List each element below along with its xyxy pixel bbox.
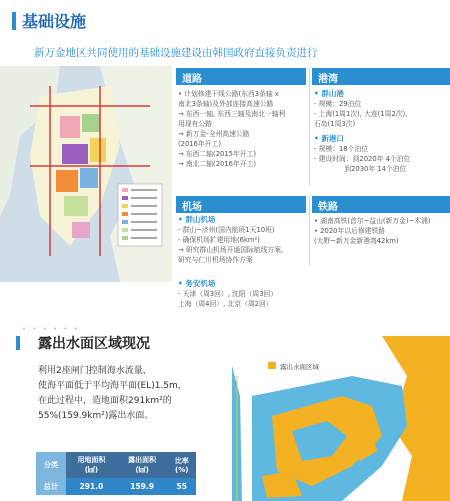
page-title: 基础设施	[22, 12, 87, 31]
roads-text: • 计划修建干线公路(东西3条轴 x 南北3条轴)及外部连接高速公路 → 东西一轴, 东西三轴及南北一轴利 用现有公路 → 新万金-全州高速公路 (2016年开工) → 东西二轴(2015年开工) → 南北二轴(2016年开工)	[178, 90, 286, 168]
divider	[309, 68, 310, 186]
airport-header: 机场	[176, 196, 306, 213]
page-subtitle: 新万金地区共同使用的基础设施建设由韩国政府直接负责进行	[34, 47, 318, 59]
table-cell: 55	[167, 478, 196, 495]
gunsan-airport-label: • 群山机场	[178, 215, 216, 224]
table-header-row	[36, 452, 196, 478]
legend-swatch	[268, 362, 276, 369]
table-cell: 291.0	[66, 478, 117, 495]
title-accent-bar	[12, 12, 16, 30]
infrastructure-map-graphic	[0, 66, 172, 282]
new-port-label: • 新港口	[314, 134, 344, 143]
section-accent-bar	[16, 336, 20, 350]
exposed-area-map	[232, 336, 450, 501]
infrastructure-map	[0, 66, 172, 282]
decorative-dots: • • • • • •	[22, 325, 80, 333]
table-header-cell: 用地面积 (㎢)	[66, 452, 117, 478]
roads-header: 道路	[176, 68, 306, 85]
table-header-cell: 分类	[36, 452, 66, 478]
airport-text: • 群山机场 - 群山~济州(国内航班1天10班) - 确保机场扩建用地(6km²) → 研究群山机场开通国际航线方案, 研究与仁川机场协作方案	[178, 214, 310, 265]
table-header-cell: 比率 (%)	[167, 452, 196, 478]
table-row	[36, 478, 196, 495]
port-text: • 群山港 - 规模：29泊位 - 上海(1周1次), 大连(1周2次), 石岛(1周3次) • 新港口 - 规模：18个泊位 - 建设时间：到2020年 4个泊位 到2030年 14个泊位	[314, 88, 450, 174]
railway-text: • 湖南高铁(首尔~益山(新万金)~木浦) • 2020年以后修建铁路 (大野~新万金新港湾42km)	[314, 217, 431, 245]
divider	[309, 196, 310, 266]
table-header-cell: 露出面积 (㎢)	[117, 452, 168, 478]
area-table	[36, 452, 196, 495]
muan-airport-text: • 务安机场 - 天津（周3回）, 沈阳（周3回） 上海（周4回）, 北京（周2回）	[178, 278, 310, 309]
exposed-area-map-graphic	[232, 336, 450, 501]
muan-airport-label: • 务安机场	[178, 279, 216, 288]
section-body: 利用2座闸门控制海水流量， 使海平面低于平均海平面(EL)1.5m， 在此过程中，造地面积291km²的 55%(159.9km²)露出水面。	[38, 366, 187, 421]
gunsan-port-label: • 群山港	[314, 89, 344, 98]
map-legend-label: 露出水面区域	[280, 363, 319, 371]
table-cell: 总计	[36, 478, 66, 495]
table-cell: 159.9	[117, 478, 168, 495]
section-title: 露出水面区域现况	[38, 336, 150, 352]
port-header: 港湾	[312, 68, 450, 85]
railway-header: 铁路	[312, 196, 450, 213]
